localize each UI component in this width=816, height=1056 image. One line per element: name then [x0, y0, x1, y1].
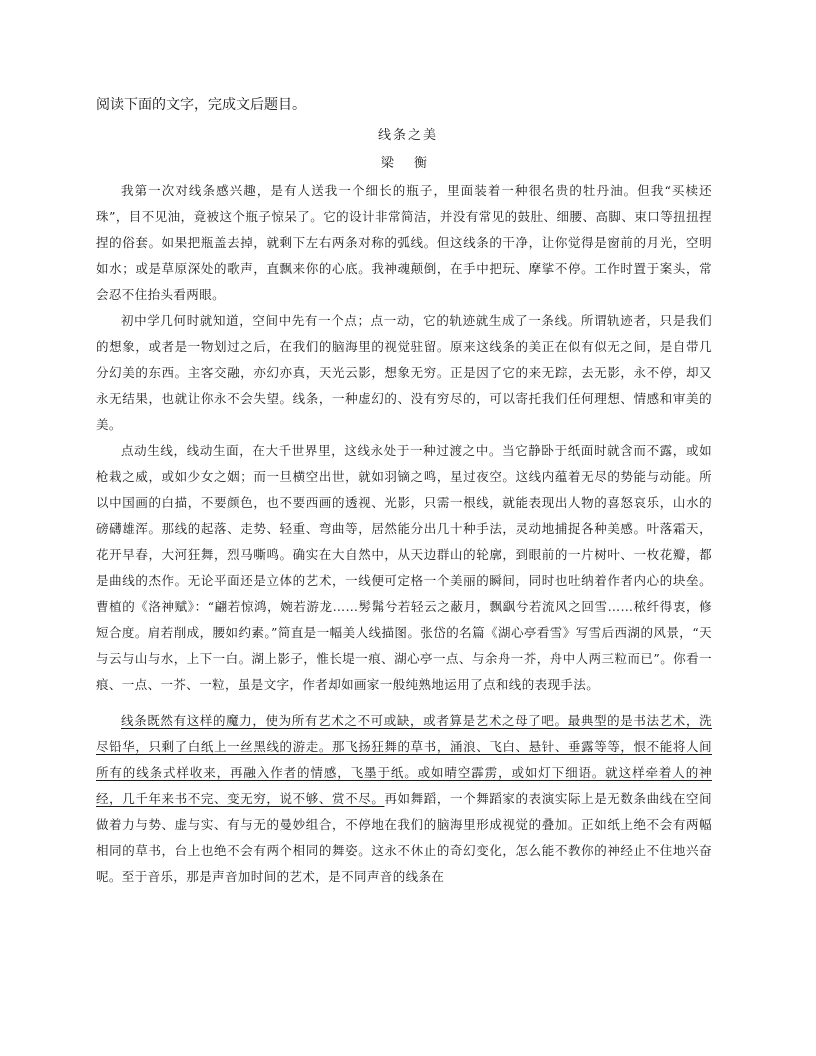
- article-author: 梁 衡: [380, 156, 436, 171]
- paragraph-4-underlined-passage: 线条既然有这样的魔力，使为所有艺术之不可或缺，或者算是艺术之母了吧。最典型的是书法艺术，洗尽铅华，只剩了白纸上一丝黑线的游走。那飞扬狂舞的草书，涌浪、飞白、悬针、垂露等等，恨不能将人间所有的线条式样收来，再融入作者的情感，飞墨于纸。或如晴空霹雳，或如灯下细语。就这样牵着人的神经，几千年来书不完、变无穷，说不够、赏不尽。: [96, 713, 712, 806]
- paragraph-3: 点动生线，线动生面，在大千世界里，这线永处于一种过渡之中。当它静卧于纸面时就含而不露，或如枪栽之威，或如少女之姻；而一旦横空出世，就如羽镝之鸣，星过夜空。这线内蕴着无尽的势能与动能。所以中国画的白描，不要颜色，也不要西画的透视、光影，只需一根线，就能表现出人物的喜怒哀乐，山水的磅礴雄浑。那线的起落、走势、轻重、弯曲等，居然能分出几十种手法，灵动地捕捉各种美感。叶落霜天，花开早春，大河狂舞，烈马嘶鸣。确实在大自然中，从天边群山的轮廓，到眼前的一片树叶、一枚花瓣，都是曲线的杰作。无论平面还是立体的艺术，一线便可定格一个美丽的瞬间，同时也吐纳着作者内心的块垒。曹植的《洛神赋》：“翩若惊鸿，婉若游龙……髣髴兮若轻云之蔽月，飘飖兮若流风之回雪……秾纤得衷，修短合度。肩若削成，腰如约素。”简直是一幅美人线描图。张岱的名篇《湖心亭看雪》写雪后西湖的风景，“天与云与山与水，上下一白。湖上影子，惟长堤一痕、湖心亭一点、与余舟一芥，舟中人两三粒而已”。你看一痕、一点、一芥、一粒，虽是文字，作者却如画家一般纯熟地运用了点和线的表现手法。: [96, 443, 712, 692]
- article-title: 线条之美: [377, 128, 438, 143]
- paragraph-4: [96, 708, 712, 890]
- paragraph-1: 我第一次对线条感兴趣，是有人送我一个细长的瓶子，里面装着一种很名贵的牡丹油。但我“买椟还珠”，目不见油，竟被这个瓶子惊呆了。它的设计非常简洁，并没有常见的鼓肚、细腰、高脚、束口等扭扭捏捏的俗套。如果把瓶盖去掉，就剩下左右两条对称的弧线。但这线条的干净，让你觉得是窗前的月光，空明如水；或是草原深处的歌声，直飘来你的心底。我神魂颠倒，在手中把玩、摩挲不停。工作时置于案头，常会忍不住抬头看两眼。: [96, 183, 712, 302]
- paragraph-4-remainder: 再如舞蹈，一个舞蹈家的表演实际上是无数条曲线在空间做着力与势、虚与实、有与无的曼妙组合，不停地在我们的脑海里形成视觉的叠加。正如纸上绝不会有两幅相同的草书，台上也绝不会有两个相同的舞姿。这永不休止的奇幻变化，怎么能不教你的神经止不住地兴奋呢。至于音乐，那是声音加时间的艺术，是不同声音的线条在: [96, 791, 712, 884]
- reading-instruction: 阅读下面的文字，完成文后题目。: [96, 97, 306, 113]
- article-body: [96, 178, 712, 890]
- paragraph-2: 初中学几何时就知道，空间中先有一个点；点一动，它的轨迹就生成了一条线。所谓轨迹者，只是我们的想象，或者是一物划过之后，在我们的脑海里的视觉驻留。原来这线条的美正在似有似无之间，是自带几分幻美的东西。主客交融，亦幻亦真，天光云影，想象无穷。正是因了它的来无踪，去无影，永不停，却又永无结果，也就让你永不会失望。线条，一种虚幻的、没有穷尽的，可以寄托我们任何理想、情感和审美的美。: [96, 313, 712, 432]
